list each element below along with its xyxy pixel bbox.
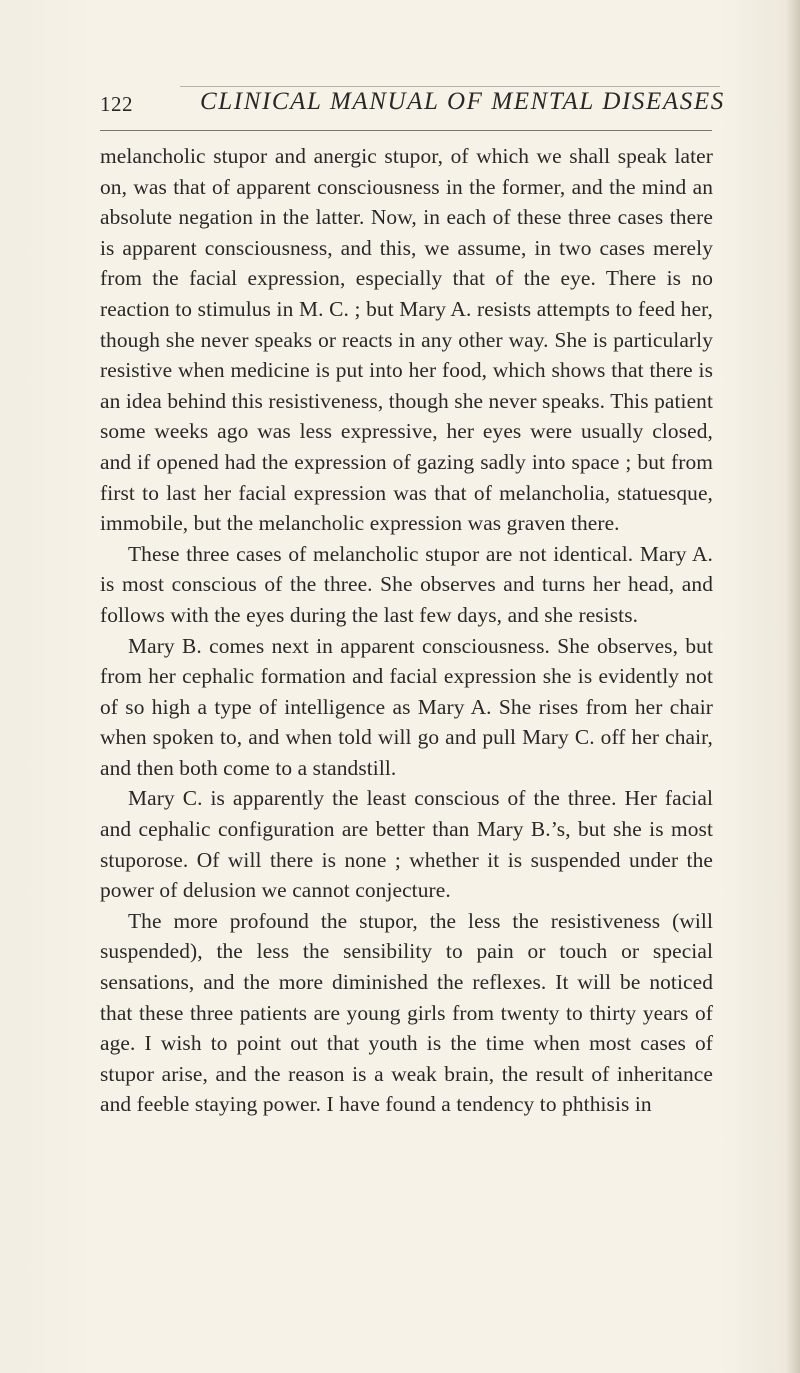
header-rule: [100, 130, 712, 131]
paragraph: These three cases of melancholic stupor are not identical. Mary A. is most conscious of the three. She observes and turns her head, and follows with the eyes during the last few days, and she resists.: [100, 541, 713, 627]
running-head: CLINICAL MANUAL OF MENTAL DISEASES: [200, 88, 725, 115]
top-edge-rule: [180, 86, 720, 87]
page-edge-shadow: [786, 0, 800, 1373]
paragraph: melancholic stupor and anergic stupor, of which we shall speak later on, was that of apparent consciousness in the former, and the mind an absolute negation in the latter. Now, in each of these three cases there is apparent consciousness, and this, we assume, in two cases merely from the facial expression, especially that of the eye. There is no reaction to stimulus in M. C. ; but Mary A. resists attempts to feed her, though she never speaks or reacts in any other way. She is particularly resistive when medicine is put into her food, which shows that there is an idea behind this resistiveness, though she never speaks. This patient some weeks ago was less expressive, her eyes were usually closed, and if opened had the expression of gazing sadly into space ; but from first to last her facial expression was that of melancholia, statuesque, immobile, but the melancholic expression was graven there.: [100, 144, 713, 536]
body-text: [100, 141, 713, 1120]
paragraph: Mary B. comes next in apparent consciousness. She observes, but from her cephalic formation and facial expression she is evidently not of so high a type of intelligence as Mary A. She rises from her chair when spoken to, and when told will go and pull Mary C. off her chair, and then both come to a standstill.: [100, 633, 713, 780]
paragraph: Mary C. is apparently the least conscious of the three. Her facial and cephalic configuration are better than Mary B.’s, but she is most stuporose. Of will there is none ; whether it is suspended under the power of delusion we cannot conjecture.: [100, 786, 713, 903]
page-number: 122: [100, 92, 133, 116]
paragraph: The more profound the stupor, the less the resistiveness (will suspended), the less the sensibility to pain or touch or special sensations, and the more diminished the reflexes. It will be noticed that these three patients are young girls from twenty to thirty years of age. I wish to point out that youth is the time when most cases of stupor arise, and the reason is a weak brain, the result of inheritance and feeble staying power. I have found a tendency to phthisis in: [100, 908, 713, 1117]
page-header: [100, 88, 725, 128]
